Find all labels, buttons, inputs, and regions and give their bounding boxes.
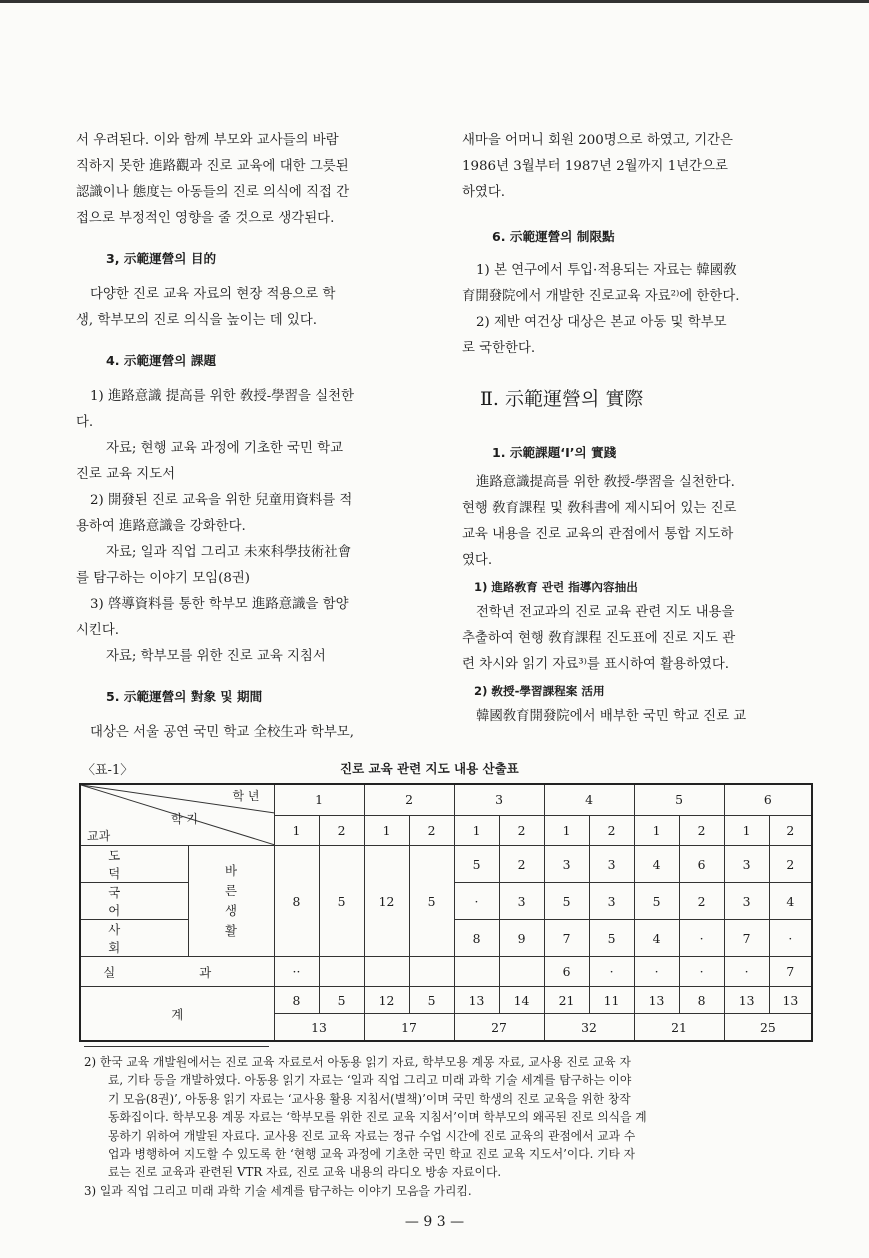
term-header: 2: [589, 815, 634, 845]
section-heading: 1. 示範課題‘Ⅰ’의 實踐: [492, 445, 617, 460]
paragraph-line: 련 차시와 읽기 자료³⁾를 표시하여 활용하였다.: [462, 657, 730, 672]
left-column: [76, 128, 436, 746]
table-cell: 6: [679, 846, 724, 883]
table-cell: 3: [499, 883, 544, 920]
table-cell: 3: [589, 846, 634, 883]
paragraph-line: 자료; 일과 직업 그리고 未來科學技術社會: [106, 545, 352, 560]
paragraph-line: 1) 본 연구에서 투입·적용되는 자료는 韓國敎: [476, 263, 737, 278]
paragraph-line: 전학년 전교과의 진로 교육 관련 지도 내용을: [476, 605, 735, 620]
paragraph-line: 1986년 3월부터 1987년 2월까지 1년간으로: [462, 159, 728, 174]
barun-char: 른: [225, 883, 237, 898]
paragraph-line: 2) 開發된 진로 교육을 위한 兒童用資料를 적: [90, 493, 353, 508]
table-cell: 5: [409, 846, 454, 957]
chapter-title: Ⅱ. 示範運營의 實際: [480, 388, 644, 410]
term-header: 1: [274, 815, 319, 845]
subject-cell: 사 회: [80, 920, 188, 957]
table-cell: 32: [544, 1014, 634, 1042]
table-cell: 7: [724, 920, 769, 957]
paragraph-line: 였다.: [462, 553, 493, 568]
term-header: 2: [319, 815, 364, 845]
table-cell: 6: [544, 957, 589, 987]
table-cell: ·: [634, 957, 679, 987]
table-cell: 4: [634, 846, 679, 883]
paragraph-line: 생, 학부모의 진로 의식을 높이는 데 있다.: [76, 313, 318, 328]
table-cell: 21: [544, 987, 589, 1014]
table-cell: [454, 957, 499, 987]
term-header: 1: [544, 815, 589, 845]
term-header: 1: [724, 815, 769, 845]
term-header: 1: [364, 815, 409, 845]
table-cell: 4: [634, 920, 679, 957]
page-number: — 9 3 —: [404, 1214, 465, 1230]
table-cell: 7: [769, 957, 812, 987]
table-cell: 5: [319, 987, 364, 1014]
table-cell: 21: [634, 1014, 724, 1042]
footnote-line: 동화집이다. 학부모용 계몽 자료는 ‘학부모를 위한 진로 교육 지침서’이며 학부모의 왜곡된 진로 의식을 계: [108, 1110, 647, 1125]
footnote-line: 2) 한국 교육 개발원에서는 진로 교육 자료로서 아동용 읽기 자료, 학부모용 계몽 자료, 교사용 진로 교육 자: [84, 1055, 631, 1069]
paragraph-line: 하였다.: [462, 185, 506, 200]
paragraph-line: 育開發院에서 개발한 진로교육 자료²⁾에 한한다.: [462, 289, 740, 304]
barun-char: 활: [225, 923, 237, 938]
footnote-line: 업과 병행하여 지도할 수 있도록 한 ‘현행 교육 과정에 기초한 국민 학교 진로 교육 지도서’이다. 기타 자: [108, 1147, 636, 1162]
paragraph-line: 진로 교육 지도서: [76, 467, 176, 482]
table-cell: 13: [274, 1014, 364, 1042]
subsection-heading: 1) 進路敎育 관련 指導內容抽出: [474, 580, 638, 594]
paragraph-line: 시킨다.: [76, 623, 120, 638]
barun-char: 바: [225, 863, 237, 878]
paragraph-line: 용하여 進路意識을 강화한다.: [76, 519, 246, 534]
subject-cell: 국 어: [80, 883, 188, 920]
table-cell: ··: [274, 957, 319, 987]
table-cell: 3: [724, 883, 769, 920]
footnote-line: 3) 일과 직업 그리고 미래 과학 기술 세계를 탐구하는 이야기 모음을 가리킴.: [84, 1183, 472, 1198]
paragraph-line: 를 탐구하는 이야기 모임(8권): [76, 571, 251, 586]
table-cell: 13: [634, 987, 679, 1014]
paragraph-line: 접으로 부정적인 영향을 줄 것으로 생각된다.: [76, 211, 335, 226]
paragraph-line: 교육 내용을 진로 교육의 관점에서 통합 지도하: [462, 527, 734, 542]
table-cell: 14: [499, 987, 544, 1014]
subject-cell: 도 덕: [80, 846, 188, 883]
paragraph-line: 추출하여 현행 敎育課程 진도표에 진로 지도 관: [462, 631, 736, 646]
section-heading: 4. 示範運營의 課題: [106, 353, 217, 368]
table-cell: [499, 957, 544, 987]
section-heading: 3, 示範運營의 目的: [106, 251, 217, 266]
table-cell: ·: [769, 920, 812, 957]
footnote-separator: [84, 1046, 269, 1047]
table-cell: 3: [544, 846, 589, 883]
table-cell: 8: [679, 987, 724, 1014]
paragraph-line: 자료; 현행 교육 과정에 기초한 국민 학교: [106, 441, 344, 456]
footnotes: [84, 1053, 812, 1200]
table-cell: 12: [364, 846, 409, 957]
table-cell: 5: [319, 846, 364, 957]
term-header: 2: [769, 815, 812, 845]
table-cell: 2: [499, 846, 544, 883]
table-cell: 13: [454, 987, 499, 1014]
paragraph-line: 認識이나 態度는 아동들의 진로 의식에 직접 간: [76, 185, 350, 200]
silgwa-label: 실 과: [80, 957, 274, 987]
grade-header: 5: [634, 784, 724, 815]
barun-char: 생: [225, 903, 237, 918]
table-cell: ·: [679, 957, 724, 987]
footnote-line: 기 모음(8권)’, 아동용 읽기 자료는 ‘교사용 활용 지침서(별책)’이며 국민 학생의 진로 교육을 위한 창작: [108, 1091, 631, 1106]
table-cell: 8: [274, 987, 319, 1014]
table-cell: 11: [589, 987, 634, 1014]
table-cell: 4: [769, 883, 812, 920]
term-header: 1: [454, 815, 499, 845]
table-title: 진로 교육 관련 지도 내용 산출표: [340, 761, 519, 776]
paragraph-line: 韓國敎育開發院에서 배부한 국민 학교 진로 교: [476, 709, 747, 724]
table-cell: 5: [409, 987, 454, 1014]
footnote-line: 몽하기 위하여 개발된 자료다. 교사용 진로 교육 자료는 정규 수업 시간에 진로 교육의 관점에서 교과 수: [108, 1128, 636, 1143]
paragraph-line: 서 우려된다. 이와 함께 부모와 교사들의 바람: [76, 133, 339, 148]
table-cell: [364, 957, 409, 987]
table-cell: ·: [724, 957, 769, 987]
footnote-line: 료는 진로 교육과 관련된 VTR 자료, 진로 교육 내용의 라디오 방송 자료이다.: [108, 1165, 502, 1180]
table-cell: ·: [679, 920, 724, 957]
paragraph-line: 進路意識提高를 위한 敎授-學習을 실천한다.: [476, 475, 735, 490]
right-column: [462, 128, 812, 730]
table-cell: 13: [724, 987, 769, 1014]
table-cell: 3: [724, 846, 769, 883]
paragraph-line: 2) 제반 여건상 대상은 본교 아동 및 학부모: [476, 315, 727, 330]
total-label: 계: [80, 987, 274, 1042]
table-label: 〈표-1〉: [82, 763, 134, 778]
term-header: 2: [499, 815, 544, 845]
table-cell: 9: [499, 920, 544, 957]
corner-grade-label: 학 년: [232, 789, 260, 803]
table-cell: 2: [679, 883, 724, 920]
term-header: 2: [679, 815, 724, 845]
table-cell: 5: [634, 883, 679, 920]
paragraph-line: 다.: [76, 415, 94, 430]
paragraph-line: 1) 進路意識 提高를 위한 敎授-學習을 실천한: [90, 389, 355, 404]
paragraph-line: 새마을 어머니 회원 200명으로 하였고, 기간은: [462, 133, 733, 148]
grade-header: 3: [454, 784, 544, 815]
paragraph-line: 3) 啓導資料를 통한 학부모 進路意識을 함양: [90, 597, 349, 612]
subsection-heading: 2) 敎授-學習課程案 活用: [474, 684, 605, 698]
top-border: [0, 0, 869, 3]
table-cell: 25: [724, 1014, 812, 1042]
table-cell: 8: [454, 920, 499, 957]
section-heading: 6. 示範運營의 制限點: [492, 229, 615, 244]
table-cell: 13: [769, 987, 812, 1014]
corner-term-label: 학 기: [171, 812, 198, 826]
table-cell: 12: [364, 987, 409, 1014]
paragraph-line: 자료; 학부모를 위한 진로 교육 지침서: [106, 649, 326, 664]
grade-header: 1: [274, 784, 364, 815]
table-cell: 3: [589, 883, 634, 920]
table-cell: 17: [364, 1014, 454, 1042]
grade-header: 4: [544, 784, 634, 815]
table-cell: 5: [589, 920, 634, 957]
paragraph-line: 현행 敎育課程 및 敎科書에 제시되어 있는 진로: [462, 501, 737, 516]
corner-subject-label: 교과: [87, 829, 111, 843]
paragraph-line: 다양한 진로 교육 자료의 현장 적용으로 학: [90, 287, 336, 302]
paragraph-line: 직하지 못한 進路觀과 진로 교육에 대한 그릇된: [76, 159, 349, 174]
term-header: 1: [634, 815, 679, 845]
table-cell: 2: [769, 846, 812, 883]
table-cell: [319, 957, 364, 987]
table-cell: [409, 957, 454, 987]
content-table: [79, 783, 813, 1042]
table-cell: 27: [454, 1014, 544, 1042]
table-cell: 5: [454, 846, 499, 883]
table-cell: ·: [454, 883, 499, 920]
table-corner-header: [80, 784, 274, 846]
grade-header: 6: [724, 784, 812, 815]
section-heading: 5. 示範運營의 對象 및 期間: [106, 689, 263, 704]
footnote-line: 료, 기타 등을 개발하였다. 아동용 읽기 자료는 ‘일과 직업 그리고 미래 과학 기술 세계를 탐구하는 이야: [108, 1073, 632, 1088]
paragraph-line: 로 국한한다.: [462, 341, 536, 356]
grade-header: 2: [364, 784, 454, 815]
paragraph-line: 대상은 서울 공연 국민 학교 全校生과 학부모,: [90, 725, 354, 740]
term-header: 2: [409, 815, 454, 845]
table-cell: 8: [274, 846, 319, 957]
table-cell: 7: [544, 920, 589, 957]
table-cell: 5: [544, 883, 589, 920]
barun-label: [188, 846, 274, 957]
table-cell: ·: [589, 957, 634, 987]
